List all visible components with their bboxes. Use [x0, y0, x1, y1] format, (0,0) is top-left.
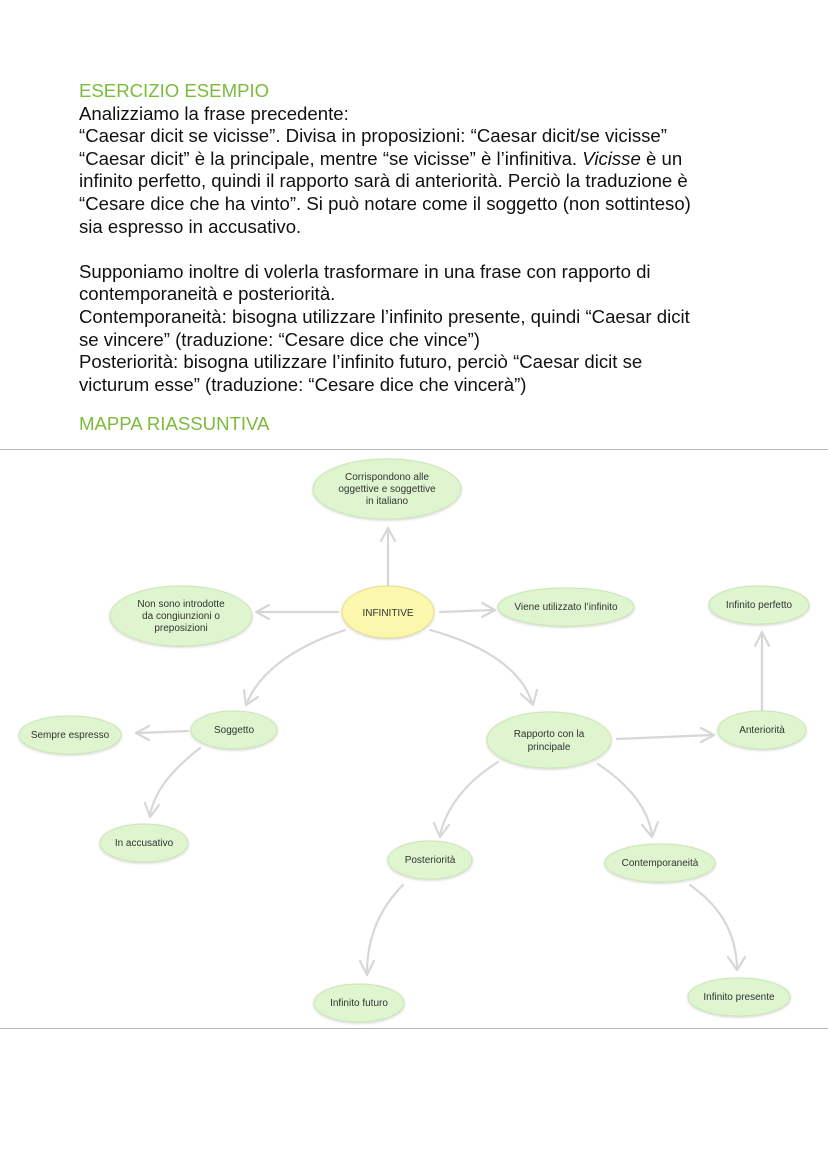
- arrow-to-presente: [690, 885, 737, 968]
- node-top: [313, 459, 461, 519]
- arrow-to-accusativo: [150, 748, 200, 815]
- node-posteriorita: [388, 841, 472, 879]
- node-futuro-label: Infinito futuro: [330, 998, 388, 1009]
- node-top-line-3: in italiano: [365, 496, 409, 507]
- node-rapporto-line-1: Rapporto con la: [513, 729, 585, 740]
- node-center-label: INFINITIVE: [362, 608, 414, 619]
- node-left: [110, 586, 252, 646]
- arrow-to-futuro: [367, 885, 403, 973]
- arrow-to-sempre: [138, 731, 188, 733]
- node-contemporaneita: [605, 844, 715, 882]
- arrow-to-soggetto: [247, 630, 345, 703]
- node-presente-label: Infinito presente: [703, 992, 775, 1003]
- exercise-line-5: “Cesare dice che ha vinto”. Si può notare come il soggetto (non sottinteso): [79, 192, 691, 214]
- node-center: [342, 586, 434, 638]
- map-heading: MAPPA RIASSUNTIVA: [79, 413, 270, 434]
- transform-line-1: Supponiamo inoltre di volerla trasformare in una frase con rapporto di: [79, 260, 651, 282]
- exercise-line-3-text: “Caesar dicit” è la principale, mentre “se vicisse” è l’infinitiva.: [79, 147, 578, 169]
- transform-line-4: se vincere” (traduzione: “Cesare dice che vince”): [79, 328, 480, 350]
- node-accusativo-label: In accusativo: [114, 838, 174, 849]
- node-contemporaneita-label: Contemporaneità: [621, 858, 699, 869]
- transform-line-5: Posteriorità: bisogna utilizzare l’infinito futuro, perciò “Caesar dicit se: [79, 351, 643, 373]
- node-anteriorita: [718, 711, 806, 749]
- node-accusativo: [100, 824, 188, 862]
- exercise-vicisse-italic: Vicisse: [582, 147, 641, 169]
- node-anteriorita-label: Anteriorità: [739, 725, 785, 736]
- node-rapporto-shape: [487, 712, 611, 768]
- transform-line-2: contemporaneità e posteriorità.: [79, 283, 336, 305]
- arrow-to-anteriorita: [617, 735, 712, 739]
- node-left-line-1: Non sono introdotte: [137, 599, 225, 610]
- node-top-line-1: Corrispondono alle: [345, 472, 429, 483]
- arrow-to-rapporto: [430, 630, 532, 703]
- node-top-line-2: oggettive e soggettive: [338, 484, 436, 495]
- node-sempre: [19, 716, 121, 754]
- exercise-line-2: “Caesar dicit se vicisse”. Divisa in proposizioni: “Caesar dicit/se vicisse”: [79, 125, 667, 147]
- exercise-line-3-tail: è un: [640, 147, 683, 169]
- node-rapporto-line-2: principale: [527, 742, 571, 753]
- node-perfetto-label: Infinito perfetto: [725, 600, 793, 611]
- node-perfetto: [709, 586, 809, 624]
- node-rapporto: [487, 712, 611, 768]
- transform-line-3: Contemporaneità: bisogna utilizzare l’infinito presente, quindi “Caesar dicit: [79, 305, 690, 327]
- node-left-line-2: da congiunzioni o: [142, 611, 220, 622]
- exercise-heading: ESERCIZIO ESEMPIO: [79, 80, 270, 101]
- node-left-line-3: preposizioni: [154, 623, 208, 634]
- exercise-line-6: sia espresso in accusativo.: [79, 215, 302, 237]
- arrow-to-contemporaneita: [598, 764, 652, 835]
- exercise-line-4: infinito perfetto, quindi il rapporto sarà di anteriorità. Perciò la traduzione è: [79, 170, 688, 192]
- node-presente: [688, 978, 790, 1016]
- transform-line-6: victurum esse” (traduzione: “Cesare dice che vincerà”): [79, 373, 527, 395]
- node-futuro: [314, 984, 404, 1022]
- node-posteriorita-label: Posteriorità: [404, 855, 456, 866]
- node-soggetto-label: Soggetto: [213, 725, 255, 736]
- exercise-line-1: Analizziamo la frase precedente:: [79, 102, 349, 124]
- arrow-to-right: [440, 610, 493, 612]
- node-sempre-label: Sempre espresso: [30, 730, 110, 741]
- node-soggetto: [191, 711, 277, 749]
- node-right: [498, 588, 634, 626]
- node-right-label: Viene utilizzato l’infinito: [514, 602, 618, 613]
